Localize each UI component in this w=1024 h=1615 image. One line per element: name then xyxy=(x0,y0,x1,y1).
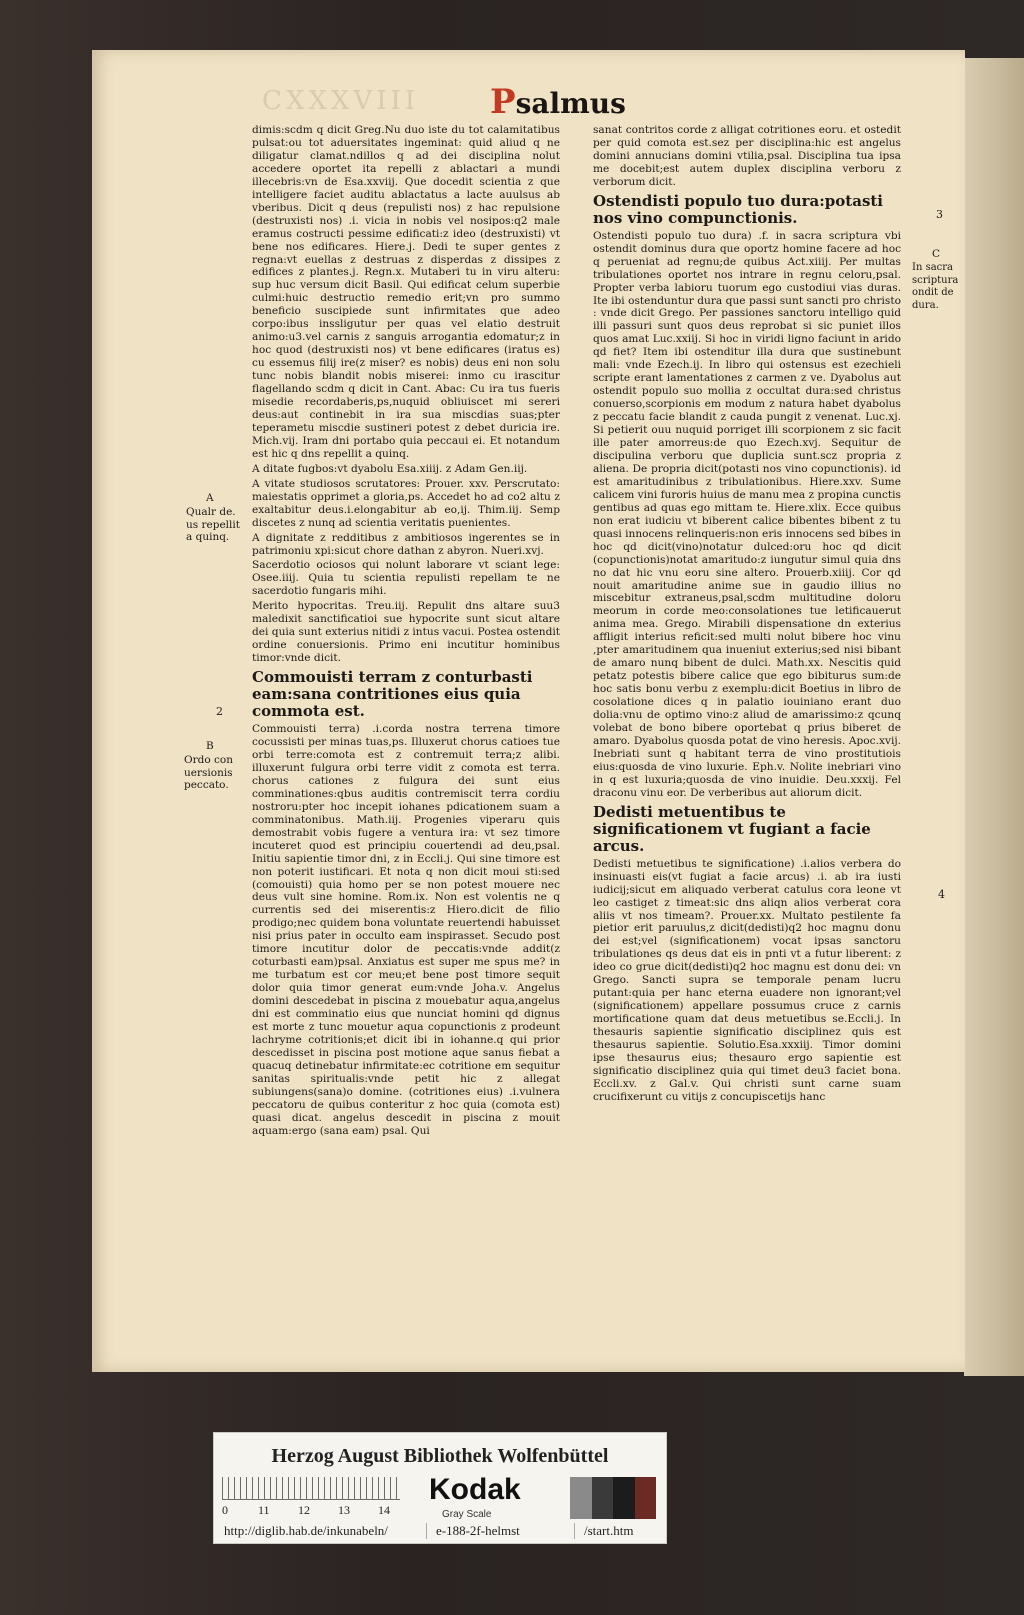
shelfmark-id: e-188-2f-helmst xyxy=(436,1523,520,1538)
verse-number: 2 xyxy=(216,705,223,718)
gray-scale-label: Gray Scale xyxy=(442,1509,492,1520)
running-head-initial: P xyxy=(490,82,516,122)
commentary-paragraph: A dignitate z redditibus z ambitiosos ingerentes se in patrimoniu xpi:sicut chore dathan z abyron. Nueri.xvj. xyxy=(252,531,560,557)
left-column xyxy=(252,124,560,1140)
right-column xyxy=(593,124,901,1106)
running-head-text: salmus xyxy=(515,87,626,120)
commentary-paragraph: Merito hypocritas. Treu.iij. Repulit dns altare suu3 maledixit sanctificatioi sue hypocrite sunt sicut altare dei quia sunt exterius nitidi z intus vacui. Postea ostendit ordine conuersionis. Primo eni incutitur hominibus timor:vnde dicit. xyxy=(252,600,560,665)
verse-number: 4 xyxy=(938,888,945,901)
ruler-number: 12 xyxy=(298,1503,310,1517)
facing-page-edge xyxy=(964,58,1024,1376)
swatch xyxy=(613,1477,635,1519)
swatch xyxy=(570,1477,592,1519)
show-through-folio: CXXXVIII xyxy=(262,86,420,116)
psalm-verse-lemma: Commouisti terram z conturbasti eam:sana contritiones eius quia commota est. xyxy=(252,668,533,721)
margin-letter-b: B xyxy=(206,740,214,752)
card-divider xyxy=(426,1523,427,1539)
ruler-number: 11 xyxy=(258,1503,270,1517)
commentary-paragraph: Commouisti terra) .i.corda nostra terrena timore cocussisti per minas tuas,ps. Illuxerut chorus catioes tue orbi terre:comota est z contremuit terra;z alibi. illuxerunt fulgura orbi terre vidit z comota est terra. chorus cationes z fulgura dei sunt eius comminationes:qbus auditis contremiscit terra cordiu nostroru:pter hoc incepit iohanes pdicationem suam a comminatonibus. Math.iij. Progenies viperaru quis demostrabit vobis fugere a ventura ira: vt sez timore incuteret quod est principiu couertendi ad deu,psal. Initiu sapientie timor dni, z in Eccli.j. Qui sine timore est non poterit iustificari. Et nota q non dicit moui sti:sed (comouisti) quia homo per se non potest mouere nec deus vult sine homine. Rom.ix. Non est volentis ne q currentis sed dei miserentis:z Hiero.dicit de filio prodigo;nec quidem bona voluntate reuertendi habuisset nisi prius pater in occulto eam inspirasset. Secudo post timore incutitur dolor de peccatis:vnde addit(z coturbasti eam)psal. Anxiatus est super me spus me? in me turbatum est cor meu;et bene post timore sequit dolor quia timor generat eum:vnde Joha.v. Angelus domini descedebat in piscina z mouebatur aqua,angelus dni est comminatio eius que nunciat homini qd dignus est morte z tunc mouetur aqua copunctionis z prodeunt lachryme cotritionis;et dicit ibi in iohanne.q qui prior descedisset in piscina post motione aque sanus fiebat a quacuq detinebatur infirmitate:ec cotritione em sequitur sanitas spiritualis:vnde petit hic z allegat subiungens(sana)o domine. (cotritiones eius) .i.vulnera peccatoru de quibus conteritur z hoc quia (comota est) quasi dicat. angelus descedit in piscina z mouit aquam:ergo (sana eam) psal. Qui xyxy=(252,723,560,1137)
ruler-number: 13 xyxy=(338,1503,350,1517)
swatch xyxy=(635,1477,657,1519)
swatch xyxy=(592,1477,614,1519)
margin-letter-c: C xyxy=(932,248,941,260)
margin-note-b: Ordo con uersionis peccato. xyxy=(184,754,233,791)
margin-note-a: Qualr de. us repellit a quinq. xyxy=(186,506,240,543)
psalm-verse-lemma: Ostendisti populo tuo dura:potasti nos vino compunctionis. xyxy=(593,191,884,227)
verse-number: 3 xyxy=(936,208,943,221)
running-head xyxy=(490,82,626,122)
commentary-paragraph: Sacerdotio ociosos qui nolunt laborare vt sciant lege: Osee.iiij. Quia tu scientia repulisti repellam te ne sacerdotio fungaris mihi. xyxy=(252,559,560,598)
commentary-paragraph: A vitate studiosos scrutatores: Prouer. xxv. Perscrutato: maiestatis opprimet a gloria,ps. Accedet ho ad co2 altu z exaltabitur deus.i.elongabitur ab eo,ij. Thim.iij. Semp discetes z nunq ad scientia veritatis puenientes. xyxy=(252,477,560,529)
ruler-number: 0 xyxy=(222,1503,228,1517)
commentary-paragraph: sanat contritos corde z alligat cotritiones eoru. et ostedit per quid comota est.sez per disciplina:hic est angelus domini annucians domini vtilia,psal. Disciplina tua ipsa me docebit;est autem duplex disciplina verboru z verborum dicit. xyxy=(593,124,901,188)
psalm-verse-lemma: Dedisti metuentibus te significationem vt fugiant a facie arcus. xyxy=(593,802,871,855)
kodak-logo: Kodak xyxy=(429,1473,521,1506)
commentary-paragraph: Ostendisti populo tuo dura) .f. in sacra scriptura vbi ostendit dominus dura que oportz homine facere ad hoc q perueniat ad regnu;de quibus Act.xiiij. Per multas tribulationes oportet nos intrare in regnu celoru,psal. Propter verba labioru tuorum ego custodiui vias duras. Ite ibi ostenduntur dura que passi sunt sancti pro christo : vnde dicit Grego. Per passiones sanctoru intelligo quid illi passuri sunt quos deus reprobat si sic puniet illos quos amat Luc.xxiij. Si hoc in viridi ligno faciunt in arido qd fiet? Item ibi ostenditur illa dura que sustinebunt mali: vnde Ezech.ij. In libro qui ostensus est ezechieli scripte erant lamentationes z carmen z ve. Dyabolus aut ostendit populo suo mollia z occultat dura:sed christus conuerso,scorpionis em modum z natura habet dyabolus z peccatu facie blandit z cauda pungit z venenat. Luc.xj. Si petierit ouu nuquid porriget illi scorpionem z sic facit ille pater amorreus:de quo Ezech.xvj. Sequitur de discipulina verboru que duplicia sunt.scz propria z aliena. De propria dicit(potasti nos vino copunctionis). id est amaritudinibus z tribulationibus. Hiere.xxv. Sume calicem vini furoris huius de manu mea z propina cunctis gentibus ad quas ego mittam te. Hiere.xlix. Ecce quibus non erat iudiciu vt biberent calice bibentes bibent z tu quasi innocens relinqueris:non eris innocens sed bibes in hoc qd dicit(vino)notatur dulced:oru hoc qd dicit (copunctionis)notat amaritudo:z iungutur simul quia dns no dat hic vnu eoru sine altero. Prouerb.xiiij. Cor qd nouit amaritudine anime sue in gaudio illius no miscebitur extraneus,psal,scdm multitudine doloru meorum in corde meo:consolationes tue letificauerut anima mea. Grego. Mirabili dispensatione dn exterius affligit interius reficit:sed multi nolut bibere hoc vinu ,pter amaritudinem qua inueniut exterius;sed nisi bibant de amaro nunq bibent de dulci. Math.xx. Nescitis quid petatz potestis bibere calice que ego bibiturus sum:de hoc satis bonu verbu z exemplu:dicit Boetius in libro de cosolatione dices q in palatio iouiniano erant duo dolia:vnu de optimo vino:z aliud de amarissimo:z qcunq volebat de bono bibere oportebat q prius biberet de amaro. Dyabolus quosda potat de vino heresis. Apoc.xvij. Inebriati sunt q habitant terra de vino prostitutiois eius:quosda de vino luxurie. Eph.v. Nolite inebriari vino in q est luxuria;quosda de vino inuidie. Deu.xxxij. Fel draconu vinu eor. De verberibus aut aliorum dicit. xyxy=(593,229,901,799)
gray-scale-swatches xyxy=(570,1477,656,1519)
library-target-card xyxy=(213,1432,667,1544)
commentary-paragraph: A ditate fugbos:vt dyabolu Esa.xiiij. z Adam Gen.iij. xyxy=(252,462,528,475)
start-page-link[interactable]: /start.htm xyxy=(584,1523,634,1538)
commentary-paragraph: dimis:scdm q dicit Greg.Nu duo iste du tot calamitatibus pulsat:ou tot aduersitates ingeminat: quid aliud q ne diligatur clamat.ndillos q ad dei disciplina nolut accedere oportet ita repelli z ablactari a mundi illecebris:vn de Esa.xxviij. Que docedit scientia z que intelligere faciet auditu ablactatus a lacte auulsus ab vberibus. Dicit q deus (repulisti nos) z hac repulsione (destruxisti nos) .i. vicia in nobis vel nosipos:q2 male eramus costructi pessime edificati:z ideo (destruxisti) vt bene nos edificares. Hiere.j. Dedi te super gentes z regna:vt euellas z destruas z disperdas z dissipes z edifices z plantes.j. Regn.x. Mutaberi tu in viru alteru: sup huc versum dicit Basil. Qui edificat celum superbie culmi:huic destructio remedio erit;vn pro summo beneficio suscipiede sunt infirmitates que adeo corpo:ibus inssligutur per quas vel elatio destruit animo:u3.vel carnis z sanguis arrogantia edomatur;z in hoc quod (destruxisti nos) vt bene edificares (iratus es) cu essemus filij ire(z miser? es nobis) deus eni non solu tunc nobis blandit nobis miserei: inmo cu irascitur flagellando scdm q dicit in Cant. Abac: Cu ira tus fueris misedie recordaberis,ps,nuquid obliuiscet mi sereri deus:aut continebit in ira sua miscdias suas;pter teperametu miscdie sustineri potest z debet duricia ire. Mich.vij. Iram dni portabo quia peccaui ei. Et notandum est hic q dns repellit a quinq. xyxy=(252,124,560,460)
ruler-number: 14 xyxy=(378,1503,390,1517)
digital-library-url[interactable]: http://diglib.hab.de/inkunabeln/ xyxy=(224,1523,388,1538)
margin-letter-a: A xyxy=(206,492,214,504)
library-name: Herzog August Bibliothek Wolfenbüttel xyxy=(271,1445,609,1467)
commentary-paragraph: Dedisti metuetibus te significatione) .i.alios verbera do insinuasti eis(vt fugiat a facie arcus) .i. ab ira iusti iudicij;sicut em aliquado verberat catulus cora leone vt leo castiget z timeat:sic dns aliqn alios verberat cora aliis vt nos timeam?. Prouer.xx. Multato pestilente fa pietior erit paruulus,z dicit(dedisti)q2 hoc magnu donu dei est;vel (significationem) vocat ipsas sanctoru tribulationes qs deus dat eis in pnti vt a futur liberent: z ideo co grue dicit(dedisti)q2 hoc magnu est donu dei: vn Grego. Sancti supra se temporale penam lucru putant:quia per hanc eterna euadere non ignorant;vel (significationem) appellare possumus cruce z carnis mortificatione quam dat deus metuetibus se.Eccli.j. In thesauris sapientie significatio disciplinez quis est thesaurus sapientie. Solutio.Esa.xxxiij. Timor domini ipse thesaurus eius; thesauro ergo sapientie est significatio disciplinez quia qui timet deu3 faciet bona. Eccli.xv. z Gal.v. Qui christi sunt carne suam crucifixerunt cu vitijs z concupiscetijs hanc xyxy=(593,857,901,1103)
margin-note-c: In sacra scriptura ondit de dura. xyxy=(912,262,959,311)
scale-ruler xyxy=(222,1477,400,1500)
card-divider xyxy=(574,1523,575,1539)
